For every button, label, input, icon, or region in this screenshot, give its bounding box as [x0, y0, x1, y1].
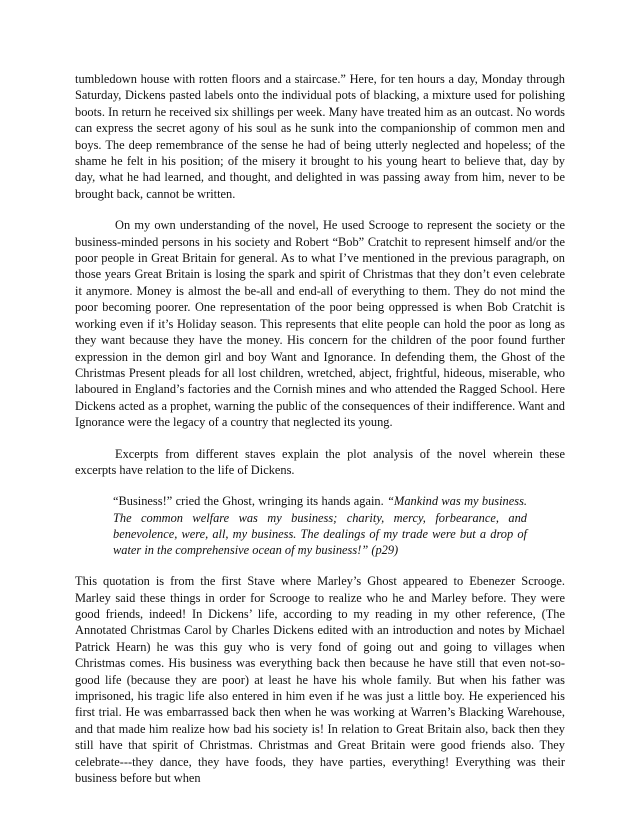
paragraph-quotation-analysis: This quotation is from the first Stave where Marley’s Ghost appeared to Ebenezer Scrooge. Marley said these things in order for Scrooge to realize who he and Marley before. They were good friends, indeed! In Dickens’ life, according to my reading in my other reference, (The Annotated Christmas Carol by Charles Dickens edited with an introduction and notes by Michael Patrick Hearn) he was this guy who is very fond of going out and going to villages when Christmas comes. His business was everything back then because he have still that even not-so-good life (because they are poor) at least he have his whole family. But when his father was imprisoned, his tragic life also entered in him even if he was just a little boy. He experienced his first trial. He was embarrassed back then when he was working at Warren’s Blacking Warehouse, and that made him realize how bad his society is! In relation to Great Britain also, back then they still have that spirit of Christmas. Christmas and Great Britain were good friends also. They celebrate---they dance, they have foods, they have parties, everything! Everything was their business before but when [75, 574, 565, 786]
quote-italic-text: “Mankind was my business. The common welfare was my business; charity, mercy, forbearance, and benevolence, were, all, my business. The dealings of my trade were but a drop of water in the comprehensive ocean of my business!” (p29) [113, 494, 527, 557]
paragraph-blacking-factory: tumbledown house with rotten floors and a staircase.” Here, for ten hours a day, Monday through Saturday, Dickens pasted labels onto the individual pots of blacking, a mixture used for polishing boots. In return he received six shillings per week. Many have treated him as an outcast. No words can express the secret agony of his soul as he sunk into the companionship of common men and boys. The deep remembrance of the sense he had of being utterly neglected and hopeless; of the shame he felt in his position; of the misery it brought to his young heart to believe that, day by day, what he had learned, and thought, and delighted in was passing away from him, never to be brought back, cannot be written. [75, 72, 565, 201]
paragraph-excerpts-intro: Excerpts from different staves explain the plot analysis of the novel wherein these excerpts have relation to the life of Dickens. [75, 446, 565, 477]
block-quote [113, 493, 527, 558]
document-page [75, 71, 565, 786]
quote-plain-text: “Business!” cried the Ghost, wringing its hands again. [113, 494, 388, 509]
paragraph-scrooge-cratchit: On my own understanding of the novel, He used Scrooge to represent the society or the business-minded persons in his society and Robert “Bob” Cratchit to represent himself and/or the poor people in Great Britain for general. As to what I’ve mentioned in the previous paragraph, on those years Great Britain is losing the spark and spirit of Christmas that they don’t even celebrate it anymore. Money is almost the be-all and end-all of everything to them. They do not mind the poor becoming poorer. One representation of the poor being oppressed is when Bob Cratchit is working even if it’s Holiday season. This represents that elite people can hold the poor as long as they want because they have the money. His concern for the children of the poor found further expression in the demon girl and boy Want and Ignorance. In defending them, the Ghost of the Christmas Present pleads for all lost children, wretched, abject, frightful, hideous, miserable, who laboured in England’s factories and the Cornish mines and who attended the Ragged School. Here Dickens acted as a prophet, warning the public of the consequences of their indifference. Want and Ignorance were the legacy of a country that neglected its young. [75, 218, 565, 430]
